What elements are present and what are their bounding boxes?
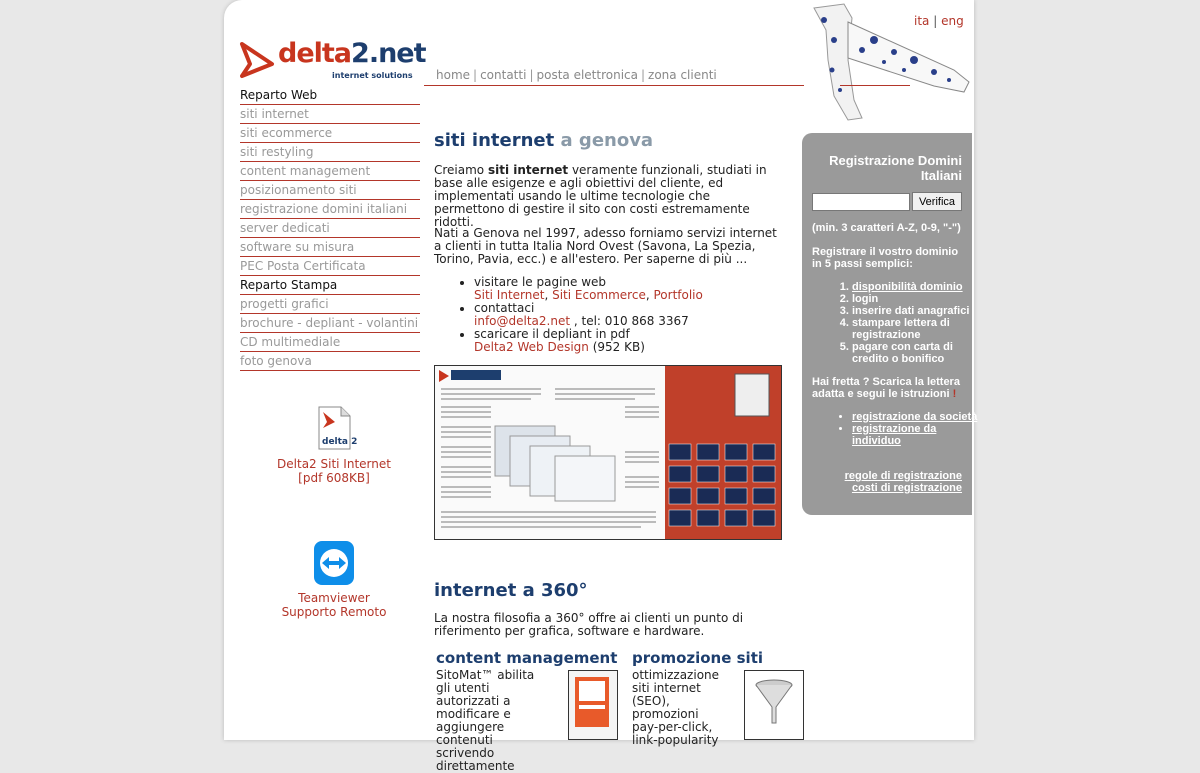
sidebar-item-cd[interactable]: CD multimediale (240, 333, 420, 352)
brochure-graphic (435, 366, 781, 539)
registration-costs-link[interactable] (812, 482, 962, 494)
pdf-document-icon (317, 406, 358, 450)
hurry-text-main: Hai fretta ? Scarica la lettera adatta e segui le istruzioni (812, 376, 960, 400)
promozione-siti-title[interactable]: promozione siti (632, 649, 764, 667)
delta2-logo[interactable] (240, 38, 426, 82)
sidebar-item-posizionamento[interactable]: posizionamento siti (240, 181, 420, 200)
promozione-siti-text: ottimizzazione siti internet (SEO), promozioni pay-per-click, link-popularity (632, 668, 720, 747)
list-item (474, 302, 804, 328)
domain-search-input[interactable] (812, 193, 910, 211)
pdf-download[interactable] (264, 406, 404, 485)
nav-contatti-link[interactable]: contatti (480, 68, 527, 82)
brochure-preview-image[interactable] (434, 365, 782, 540)
teamviewer-icon (313, 540, 355, 586)
list-item (474, 328, 804, 354)
visit-text: visitare le pagine web (474, 275, 607, 289)
registration-rules-link[interactable] (812, 470, 962, 482)
pdf-icon-label: delta 2 (322, 437, 358, 447)
registration-steps (830, 281, 987, 365)
promozione-siti-box (632, 649, 787, 747)
sidebar-item-siti-ecommerce[interactable]: siti ecommerce (240, 124, 420, 143)
nav-separator: | (473, 68, 478, 82)
registration-letter-links (830, 411, 987, 447)
verify-button[interactable]: Verifica (912, 192, 962, 211)
download-text: scaricare il depliant in pdf (474, 327, 630, 341)
hurry-text-mark: ! (952, 388, 957, 400)
registration-rules-text[interactable]: regole di registrazione (844, 470, 962, 482)
sitomat-box-graphic (569, 671, 617, 739)
page (224, 0, 978, 773)
sidebar-item-brochure[interactable]: brochure - depliant - volantini (240, 314, 420, 333)
nav-home-link[interactable]: home (436, 68, 471, 82)
funnel-icon (745, 671, 803, 739)
list-item (852, 423, 987, 447)
divider (840, 85, 910, 86)
step-item (852, 281, 987, 293)
registration-title: Registrazione Domini Italiani (829, 153, 962, 183)
domain-registration-panel (802, 133, 978, 515)
nav-separator: | (529, 68, 534, 82)
sidebar-item-foto-genova[interactable]: foto genova (240, 352, 420, 371)
domain-hint: (min. 3 caratteri A-Z, 0-9, "-") (812, 222, 961, 234)
logo-triangle-icon (240, 42, 274, 78)
logo-wordmark (278, 38, 426, 69)
step-availability-link[interactable]: disponibilità dominio (852, 281, 963, 293)
nav-zona-clienti-link[interactable]: zona clienti (648, 68, 717, 82)
list-item (852, 411, 987, 423)
registration-intro: Registrare il vostro dominio in 5 passi semplici: (812, 246, 959, 270)
intro-paragraph (434, 164, 779, 229)
intro-text-start: Creiamo (434, 163, 488, 177)
nav-separator: | (640, 68, 646, 82)
sitomat-box-image[interactable] (568, 670, 618, 740)
lang-ita-link[interactable]: ita (914, 14, 930, 28)
sidebar-item-registrazione-domini[interactable]: registrazione domini italiani (240, 200, 420, 219)
intro-text-bold: siti internet (487, 163, 569, 177)
top-navigation (436, 68, 717, 82)
sidebar-item-progetti-grafici[interactable]: progetti grafici (240, 295, 420, 314)
individual-registration-link[interactable]: registrazione da individuo (852, 423, 937, 447)
hurry-text (812, 376, 967, 400)
logo-wordmark-part-a: delta (278, 38, 352, 69)
sidebar-item-pec[interactable]: PEC Posta Certificata (240, 257, 420, 276)
teamviewer-download[interactable] (264, 540, 404, 619)
page-title-main: siti internet (434, 130, 555, 151)
sidebar-item-content-management[interactable]: content management (240, 162, 420, 181)
sidebar-heading-web: Reparto Web (240, 86, 420, 105)
depliant-link[interactable]: Delta2 Web Design (474, 340, 589, 354)
lang-separator: | (933, 14, 938, 28)
company-registration-link[interactable]: registrazione da società (852, 411, 978, 423)
content-management-title[interactable]: content management (436, 649, 618, 667)
section-title-360: internet a 360° (434, 580, 588, 601)
link-siti-ecommerce[interactable]: Siti Ecommerce (552, 288, 646, 302)
sidebar-item-server-dedicati[interactable]: server dedicati (240, 219, 420, 238)
logo-wordmark-part-b: 2.net (351, 38, 426, 69)
page-title (434, 130, 784, 151)
sidebar-item-siti-internet[interactable]: siti internet (240, 105, 420, 124)
teamviewer-subtitle[interactable]: Supporto Remoto (281, 605, 387, 619)
step-item: 3. inserire dati anagrafici (852, 305, 987, 317)
sidebar-item-software[interactable]: software su misura (240, 238, 420, 257)
philosophy-paragraph: La nostra filosofia a 360° offre ai clienti un punto di riferimento per grafica, software e hardware. (434, 611, 744, 638)
sidebar-item-siti-restyling[interactable]: siti restyling (240, 143, 420, 162)
content-management-text: SitoMat™ abilita gli utenti autorizzati a modificare e aggiungere contenuti scrivendo direttamente (436, 668, 535, 773)
logo-subtitle: internet solutions (332, 71, 413, 80)
page-title-location: a genova (560, 130, 654, 151)
pdf-link-size[interactable]: [pdf 608KB] (298, 471, 370, 485)
list-item: • visitare le pagine web Siti Internet, Siti Ecommerce, Portfolio (474, 276, 804, 302)
step-item: 4. stampare lettera di registrazione (852, 317, 987, 341)
about-paragraph: Nati a Genova nel 1997, adesso forniamo servizi internet a clienti in tutta Italia Nord Ovest (Savona, La Spezia, Torino, Pavia, ecc.) e all'estero. Per saperne di più ... (434, 226, 777, 266)
nav-posta-link[interactable]: posta elettronica (536, 68, 638, 82)
teamviewer-title[interactable]: Teamviewer (298, 591, 370, 605)
link-siti-internet[interactable]: Siti Internet (474, 288, 545, 302)
main-content (434, 130, 784, 773)
funnel-image[interactable] (744, 670, 804, 740)
pdf-link-title[interactable]: Delta2 Siti Internet (277, 457, 391, 471)
divider (424, 85, 804, 86)
phone-text: , tel: 010 868 3367 (570, 314, 689, 328)
sidebar-menu (240, 86, 420, 371)
lang-eng-link[interactable]: eng (941, 14, 964, 28)
intro-text-end: veramente funzionali, studiati in base alle esigenze e agli obiettivi del cliente, ed implementati usando le ultime tecnologie che permettono di gestire il sito con costi estremamente ridotti. (434, 163, 767, 229)
step-item: 2. login (852, 293, 987, 305)
depliant-size: (952 KB) (588, 340, 645, 354)
contact-text: contattaci (474, 301, 535, 315)
registration-costs-text[interactable]: costi di registrazione (851, 482, 962, 494)
link-portfolio[interactable]: Portfolio (653, 288, 703, 302)
email-link[interactable]: info@delta2.net (474, 314, 571, 328)
action-list (454, 276, 804, 354)
sidebar-heading-stampa: Reparto Stampa (240, 276, 420, 295)
step-item: 5. pagare con carta di credito o bonifico (852, 341, 987, 365)
content-management-box (436, 649, 621, 773)
hammer-image (804, 0, 974, 125)
